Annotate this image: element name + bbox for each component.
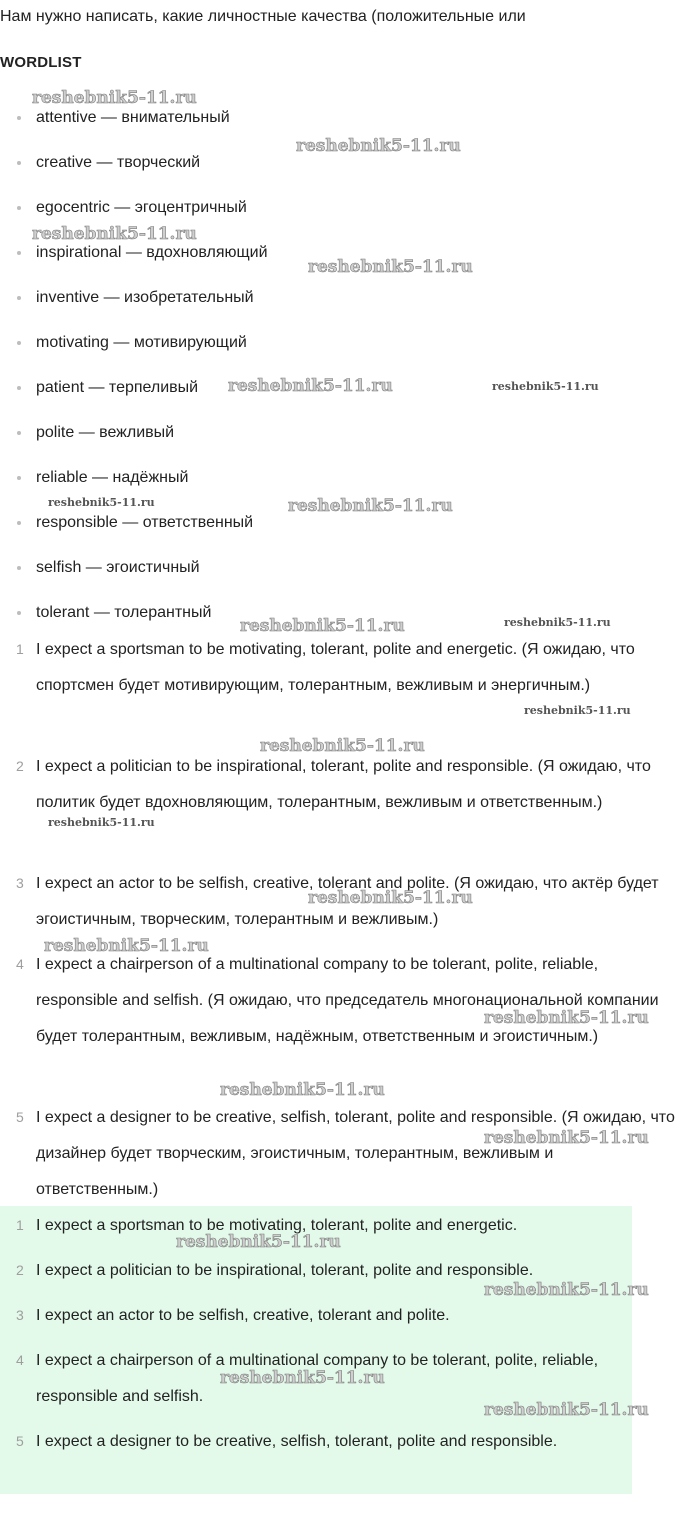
wordlist-item: responsible — ответственный <box>36 513 253 533</box>
watermark: reshebnik5-11.ru <box>48 816 155 829</box>
watermark: reshebnik5-11.ru <box>48 496 155 509</box>
watermark: reshebnik5-11.ru <box>296 136 461 156</box>
watermark: reshebnik5-11.ru <box>176 1232 341 1252</box>
wordlist-item: attentive — внимательный <box>36 108 230 128</box>
watermark: reshebnik5-11.ru <box>44 936 209 956</box>
watermark: reshebnik5-11.ru <box>308 888 473 908</box>
wordlist-item: reliable — надёжный <box>36 468 188 488</box>
answer-number: 3 <box>16 875 24 891</box>
wordlist-item: tolerant — толерантный <box>36 603 211 623</box>
watermark: reshebnik5-11.ru <box>32 88 197 108</box>
answer-number: 4 <box>16 1352 24 1368</box>
wordlist-heading: WORDLIST <box>0 54 82 71</box>
answer-text: I expect a sportsman to be motivating, tolerant, polite and energetic. <box>36 1217 518 1234</box>
wordlist-item: creative — творческий <box>36 153 200 173</box>
answer-text: I expect an actor to be selfish, creative, tolerant and polite. <box>36 1307 450 1324</box>
bullet-icon <box>17 521 21 525</box>
answer-text: I expect a designer to be creative, selfish, tolerant, polite and responsible. <box>36 1433 558 1450</box>
watermark: reshebnik5-11.ru <box>524 704 631 717</box>
bullet-icon <box>17 206 21 210</box>
watermark: reshebnik5-11.ru <box>228 376 393 396</box>
watermark: reshebnik5-11.ru <box>220 1080 385 1100</box>
bullet-icon <box>17 116 21 120</box>
watermark: reshebnik5-11.ru <box>220 1368 385 1388</box>
watermark: reshebnik5-11.ru <box>308 257 473 277</box>
answer-number: 5 <box>16 1109 24 1125</box>
answer-number: 2 <box>16 1262 24 1278</box>
bullet-icon <box>17 251 21 255</box>
watermark: reshebnik5-11.ru <box>240 616 405 636</box>
answer-text: I expect a politician to be inspirational, tolerant, polite and responsible. (Я ожидаю, что политик будет вдохновляющим, толерантным, вежливым и ответственным.) <box>36 758 651 811</box>
answer-text: I expect a chairperson of a multinational company to be tolerant, polite, reliable, responsible and selfish. <box>36 1352 599 1405</box>
answer-number: 1 <box>16 1217 24 1233</box>
answer-number: 5 <box>16 1433 24 1449</box>
bullet-icon <box>17 161 21 165</box>
intro-text: Нам нужно написать, какие личностные качества (положительные или <box>0 8 526 25</box>
watermark: reshebnik5-11.ru <box>484 1128 649 1148</box>
wordlist-item: polite — вежливый <box>36 423 174 443</box>
watermark: reshebnik5-11.ru <box>32 224 197 244</box>
answer-text: I expect a sportsman to be motivating, tolerant, polite and energetic. (Я ожидаю, что спортсмен будет мотивирующим, толерантным, вежливым и энергичным.) <box>36 641 635 694</box>
bullet-icon <box>17 431 21 435</box>
answer-number: 4 <box>16 956 24 972</box>
watermark: reshebnik5-11.ru <box>492 380 599 393</box>
bullet-icon <box>17 296 21 300</box>
watermark: reshebnik5-11.ru <box>484 1400 649 1420</box>
bullet-icon <box>17 566 21 570</box>
watermark: reshebnik5-11.ru <box>484 1008 649 1028</box>
wordlist-item: egocentric — эгоцентричный <box>36 198 247 218</box>
wordlist-item: selfish — эгоистичный <box>36 558 200 578</box>
bullet-icon <box>17 611 21 615</box>
wordlist-item: motivating — мотивирующий <box>36 333 247 353</box>
wordlist-item: patient — терпеливый <box>36 378 198 398</box>
wordlist-item: inventive — изобретательный <box>36 288 254 308</box>
answer-number: 1 <box>16 641 24 657</box>
answer-number: 3 <box>16 1307 24 1323</box>
bullet-icon <box>17 476 21 480</box>
bullet-icon <box>17 341 21 345</box>
answer-number: 2 <box>16 758 24 774</box>
watermark: reshebnik5-11.ru <box>484 1280 649 1300</box>
answer-text: I expect a designer to be creative, selfish, tolerant, polite and responsible. (Я ожидаю, что дизайнер будет творческим, эгоистичным, толерантным, вежливым и ответственным.) <box>36 1109 675 1198</box>
wordlist-item: inspirational — вдохновляющий <box>36 243 268 263</box>
answer-text: I expect a chairperson of a multinational company to be tolerant, polite, reliable, responsible and selfish. (Я ожидаю, что председатель многонациональной компании будет толерантным, вежливым, надёжным, ответственным и эгоистичным.) <box>36 956 659 1045</box>
watermark: reshebnik5-11.ru <box>288 496 453 516</box>
bullet-icon <box>17 386 21 390</box>
answer-text: I expect a politician to be inspirational, tolerant, polite and responsible. <box>36 1262 534 1279</box>
watermark: reshebnik5-11.ru <box>504 616 611 629</box>
watermark: reshebnik5-11.ru <box>260 736 425 756</box>
answer-text: I expect an actor to be selfish, creative, tolerant and polite. (Я ожидаю, что актёр будет эгоистичным, творческим, толерантным и вежливым.) <box>36 875 659 928</box>
